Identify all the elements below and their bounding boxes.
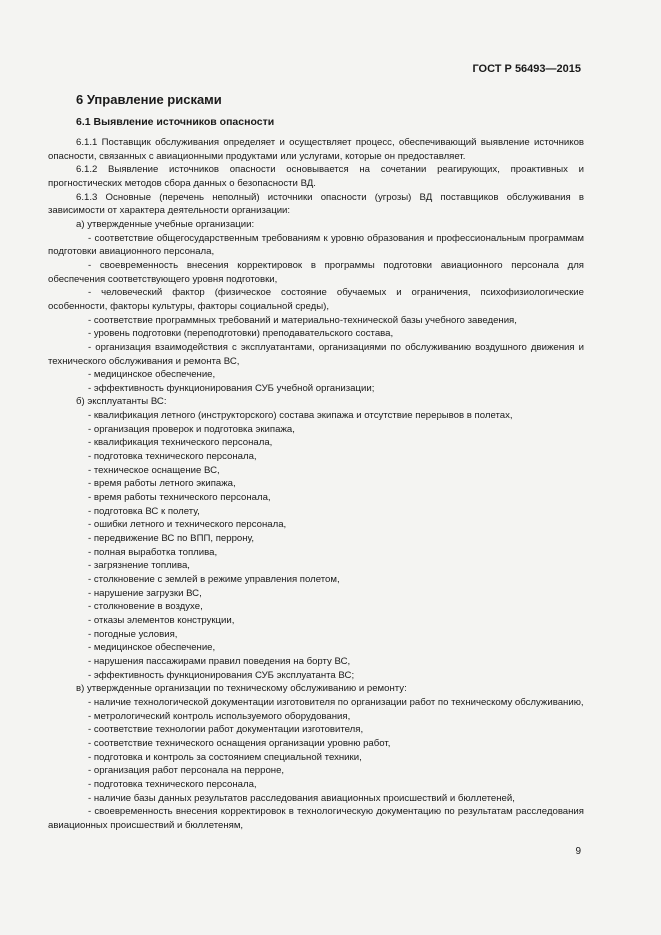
- list-item: - ошибки летного и технического персонала,: [88, 519, 287, 531]
- paragraph-6-1-3: 6.1.3 Основные (перечень неполный) источники опасности (угрозы) ВД поставщиков обслуживания в зависимости от характера деятельности организации:: [48, 191, 584, 217]
- group-label-training: а) утвержденные учебные организации:: [76, 218, 255, 230]
- list-item: - полная выработка топлива,: [88, 546, 218, 558]
- paragraph-6-1-2: 6.1.2 Выявление источников опасности основывается на сочетании реагирующих, проактивных и прогностических методов сбора данных о безопасности ВД.: [48, 164, 584, 189]
- list-item: - эффективность функционирования СУБ учебной организации;: [88, 382, 375, 394]
- list-item: - медицинское обеспечение,: [88, 642, 216, 654]
- list-item: - столкновение с землей в режиме управления полетом,: [88, 574, 340, 585]
- list-item: - наличие базы данных результатов расследования авиационных происшествий и бюллетеней,: [88, 792, 515, 804]
- list-item: - своевременность внесения корректировок в технологическую документацию по результатам расследования авиационных происшествий и бюллетеням,: [48, 806, 584, 831]
- document-code: ГОСТ Р 56493—2015: [472, 63, 581, 75]
- list-item: - квалификация технического персонала,: [88, 437, 273, 449]
- list-item: - погодные условия,: [88, 628, 178, 640]
- page-number: 9: [575, 846, 581, 857]
- list-item: - нарушение загрузки ВС,: [88, 587, 202, 599]
- list-item: - метрологический контроль используемого оборудования,: [88, 710, 351, 722]
- list-item: - наличие технологической документации изготовителя по организации работ по техническому обслуживанию,: [88, 696, 584, 708]
- list-item: - эффективность функционирования СУБ эксплуатанта ВС;: [88, 669, 355, 681]
- list-item: - соответствие технического оснащения организации уровню работ,: [88, 737, 391, 749]
- list-item: - соответствие технологии работ документации изготовителя,: [88, 724, 364, 736]
- list-item: - отказы элементов конструкции,: [88, 614, 235, 626]
- subsection-title: 6.1 Выявление источников опасности: [76, 116, 275, 128]
- list-item: - время работы летного экипажа,: [88, 478, 236, 490]
- list-item: - время работы технического персонала,: [88, 492, 271, 504]
- list-item: - подготовка технического персонала,: [88, 778, 257, 790]
- list-item: - организация работ персонала на перроне,: [88, 765, 285, 777]
- list-item: - соответствие общегосударственным требованиям к уровню образования и профессиональным программам подготовки авиационного персонала,: [48, 232, 584, 258]
- section-title: 6 Управление рисками: [76, 92, 222, 107]
- group-label-maintenance: в) утвержденные организации по техническому обслуживанию и ремонту:: [76, 683, 407, 695]
- document-body: [48, 136, 584, 832]
- list-item: - уровень подготовки (переподготовки) преподавательского состава,: [88, 328, 394, 340]
- list-item: - техническое оснащение ВС,: [88, 464, 220, 476]
- list-item: - своевременность внесения корректировок в программы подготовки авиационного персонала для обеспечения соответствующего уровня подготовки,: [48, 259, 584, 285]
- list-item: - подготовка ВС к полету,: [88, 505, 200, 517]
- list-item: - квалификация летного (инструкторского) состава экипажа и отсутствие перерывов в полетах,: [88, 410, 513, 422]
- list-item: - организация проверок и подготовка экипажа,: [88, 423, 295, 435]
- group-label-operators: б) эксплуатанты ВС:: [76, 396, 167, 408]
- list-item: - медицинское обеспечение,: [88, 369, 216, 381]
- list-item: - организация взаимодействия с эксплуатантами, организациями по обслуживанию воздушного движения и технического обслуживания и ремонта ВС,: [48, 341, 584, 367]
- list-item: - столкновение в воздухе,: [88, 601, 203, 613]
- list-item: - человеческий фактор (физическое состояние обучаемых и ограничения, психофизиологические особенности, факторы культуры, факторы социальной среды),: [48, 287, 584, 312]
- list-item: - нарушения пассажирами правил поведения на борту ВС,: [88, 655, 351, 667]
- list-item: - подготовка и контроль за состоянием специальной техники,: [88, 751, 362, 763]
- list-item: - передвижение ВС по ВПП, перрону,: [88, 533, 255, 545]
- paragraph-6-1-1: 6.1.1 Поставщик обслуживания определяет и осуществляет процесс, обеспечивающий выявление источников опасности, связанных с авиационными продуктами или услугами, которые он предоставляет.: [48, 137, 584, 162]
- list-item: - соответствие программных требований и материально-технической базы учебного заведения,: [88, 314, 517, 326]
- list-item: - подготовка технического персонала,: [88, 451, 257, 463]
- list-item: - загрязнение топлива,: [88, 560, 190, 572]
